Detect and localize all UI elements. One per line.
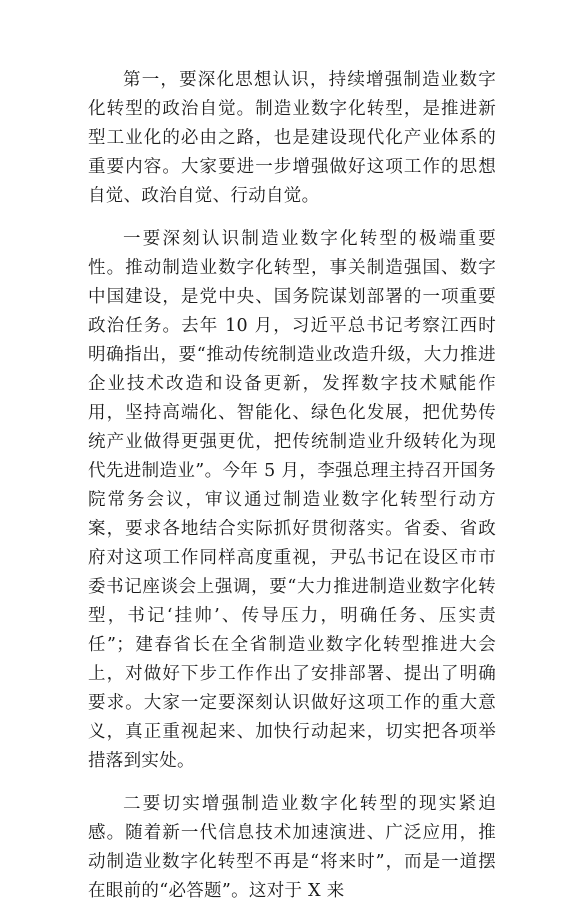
document-body — [88, 66, 496, 920]
paragraph-1: 第一，要深化思想认识，持续增强制造业数字化转型的政治自觉。制造业数字化转型，是推进新型工业化的必由之路，也是建设现代化产业体系的重要内容。大家要进一步增强做好这项工作的思想自觉、政治自觉、行动自觉。 — [88, 70, 496, 206]
paragraph-2: 一要深刻认识制造业数字化转型的极端重要性。推动制造业数字化转型，事关制造强国、数字中国建设，是党中央、国务院谋划部署的一项重要政治任务。去年 10 月，习近平总书记考察江西时明确指出，要“推动传统制造业改造升级，大力推进企业技术改造和设备更新，发挥数字技术赋能作用，坚持高端化、智能化、绿色化发展，把优势传统产业做得更强更优，把传统制造业升级转化为现代先进制造业”。今年 5 月，李强总理主持召开国务院常务会议，审议通过制造业数字化转型行动方案，要求各地结合实际抓好贯彻落实。省委、省政府对这项工作同样高度重视，尹弘书记在设区市市委书记座谈会上强调，要“大力推进制造业数字化转型，书记‘挂帅’、传导压力，明确任务、压实责任”；建春省长在全省制造业数字化转型推进大会上，对做好下步工作作出了安排部署、提出了明确要求。大家一定要深刻认识做好这项工作的重大意义，真正重视起来、加快行动起来，切实把各项举措落到实处。 — [88, 229, 496, 771]
paragraph-3: 二要切实增强制造业数字化转型的现实紧迫感。随着新一代信息技术加速演进、广泛应用，推动制造业数字化转型不再是“将来时”，而是一道摆在眼前的“必答题”。这对于 X 来 — [88, 794, 496, 901]
